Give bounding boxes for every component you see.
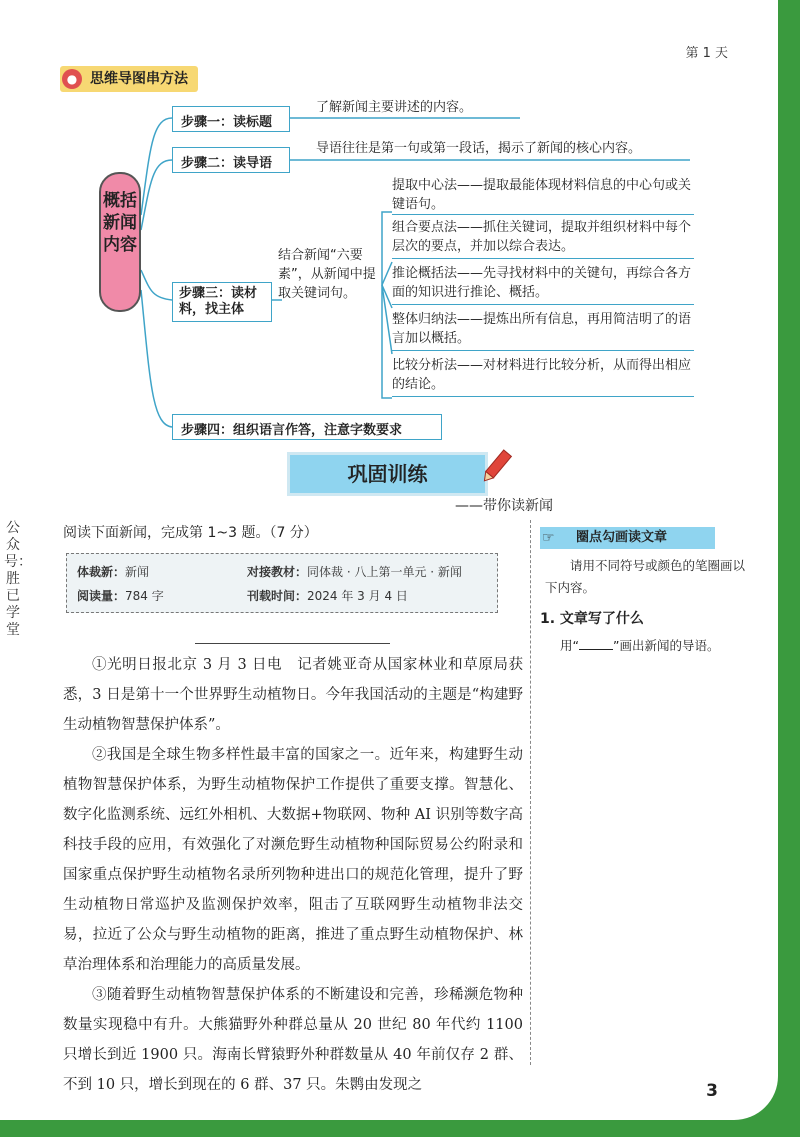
side-panel-title: 圈点勾画读文章 (540, 527, 715, 549)
person-icon: ● (62, 69, 82, 89)
date-key: 刊载时间： (247, 589, 308, 603)
step-4-box: 步骤四：组织语言作答，注意字数要求 (172, 414, 442, 440)
exercise-intro: 阅读下面新闻，完成第 1~3 题。（7 分） (63, 525, 318, 541)
news-article (63, 650, 523, 1100)
exercise-banner: 巩固训练 (287, 452, 488, 496)
method-4: 整体归纳法——提炼出所有信息，再用简洁明了的语言加以概括。 (392, 310, 694, 351)
genre-key: 体裁新： (77, 565, 126, 579)
step-3-box: 步骤三：读材料，找主体 (172, 282, 272, 322)
wordcount-value: 784 字 (125, 589, 164, 603)
article-info-box (66, 553, 498, 613)
article-paragraph: ①光明日报北京 3 月 3 日电 记者姚亚奇从国家林业和草原局获悉，3 日是第十一个世界野生动植物日。今年我国活动的主题是“构建野生动植物智慧保护体系”。 (63, 657, 523, 733)
step-1-box: 步骤一：读标题 (172, 106, 290, 132)
genre-value: 新闻 (125, 565, 150, 579)
sidebar-watermark: 公众号：胜已学堂 (4, 520, 32, 638)
page-number: 3 (706, 1081, 718, 1101)
textbook-value: 同体裁 · 八上第一单元 · 新闻 (307, 565, 462, 579)
side-instruction (560, 636, 719, 654)
textbook-key: 对接教材： (247, 565, 308, 579)
instruction-prefix: 用“ (560, 638, 579, 653)
side-panel-intro: 请用不同符号或颜色的笔圈画以下内容。 (545, 558, 746, 595)
method-5: 比较分析法——对材料进行比较分析，从而得出相应的结论。 (392, 356, 694, 397)
mindmap-title: 思维导图串方法 (60, 66, 198, 92)
article-paragraph: ③随着野生动植物智慧保护体系的不断建设和完善，珍稀濒危物种数量实现稳中有升。大熊猫野外种群总量从 20 世纪 80 年代约 1100 只增长到近 1900 只。海南长臂猿野外种群数量从 40 年前仅存 2 群、不到 10 只，增长到现在的 6 群、37 只。朱鹮由发现之 (63, 987, 523, 1093)
day-label: 第 1 天 (685, 46, 728, 61)
method-1: 提取中心法——提取最能体现材料信息的中心句或关键语句。 (392, 176, 694, 215)
step-1-note: 了解新闻主要讲述的内容。 (316, 100, 473, 115)
method-2: 组合要点法——抓住关键词，提取并组织材料中每个层次的要点，并加以综合表达。 (392, 218, 694, 259)
method-3: 推论概括法——先寻找材料中的关键句，再综合各方面的知识进行推论、概括。 (392, 264, 694, 305)
instruction-suffix: ”画出新闻的导语。 (612, 638, 720, 653)
pencil-icon (478, 447, 514, 487)
column-divider (530, 520, 531, 1065)
pointing-hand-icon: ☞ (542, 530, 555, 546)
step-2-box: 步骤二：读导语 (172, 147, 290, 173)
wordcount-key: 阅读量： (77, 589, 126, 603)
title-rule (195, 643, 390, 644)
concept-node: 概括新闻内容 (99, 172, 141, 312)
answer-blank (579, 637, 613, 650)
step-3-note: 结合新闻“六要素”，从新闻中提取关键词句。 (278, 248, 376, 301)
date-value: 2024 年 3 月 4 日 (307, 589, 408, 603)
step-2-note: 导语往往是第一句或第一段话，揭示了新闻的核心内容。 (316, 141, 642, 156)
exercise-subtitle: ——带你读新闻 (455, 498, 553, 514)
side-question-1: 1. 文章写了什么 (540, 611, 644, 627)
article-paragraph: ②我国是全球生物多样性最丰富的国家之一。近年来，构建野生动植物智慧保护体系，为野生动植物保护工作提供了重要支撑。智慧化、数字化监测系统、远红外相机、大数据+物联网、物种 AI 识别等数字高科技手段的应用，有效强化了对濒危野生动植物种国际贸易公约附录和国家重点保护野生动植物名录所列物种进出口的规范化管理，提升了野生动植物日常巡护及监测保护效率，阻击了互联网野生动植物非法交易，拉近了公众与野生动植物的距离，推进了重点野生动植物保护、林草治理体系和治理能力的高质量发展。 (63, 747, 523, 973)
